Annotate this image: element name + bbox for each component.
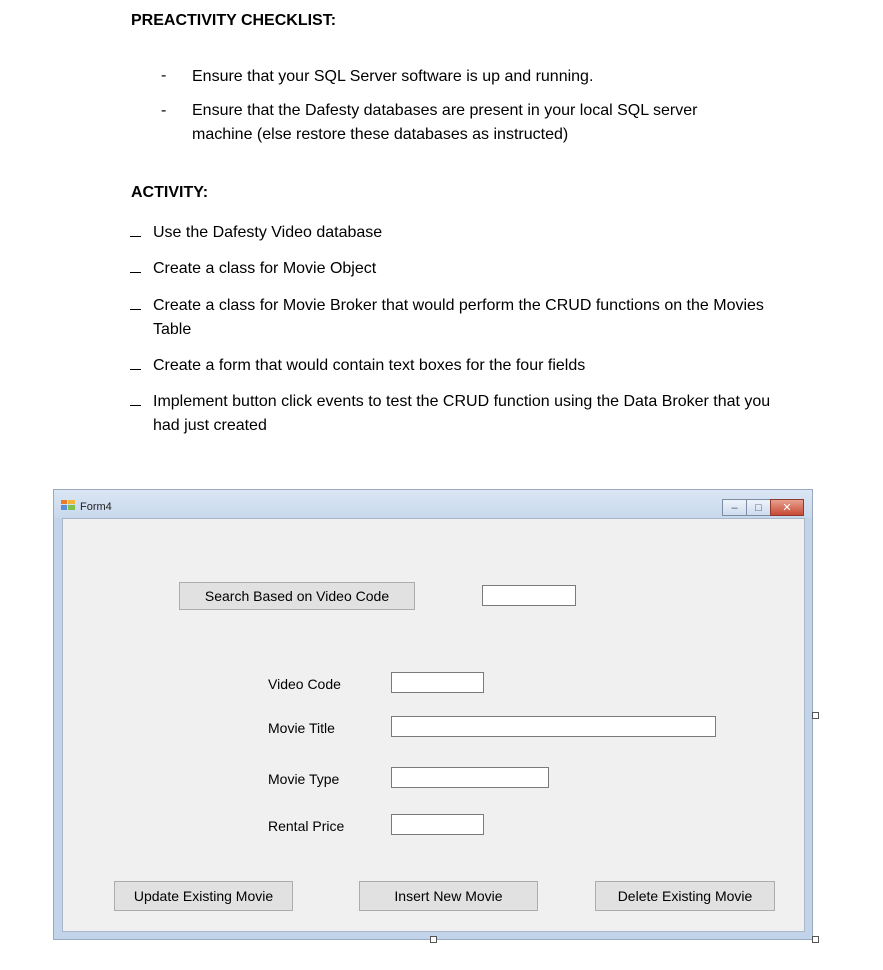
checklist-line: machine (else restore these databases as instructed) bbox=[192, 126, 569, 143]
checklist-line: Ensure that your SQL Server software is up and running. bbox=[192, 68, 594, 85]
window-title: Form4 bbox=[80, 501, 112, 513]
activity-heading: ACTIVITY: bbox=[131, 184, 209, 201]
activity-line: Create a class for Movie Object bbox=[153, 260, 377, 277]
activity-line: Table bbox=[153, 321, 192, 338]
close-button[interactable]: ✕ bbox=[770, 499, 804, 516]
activity-line: Use the Dafesty Video database bbox=[153, 224, 383, 241]
movie-type-label: Movie Type bbox=[268, 771, 340, 787]
bullet-dash bbox=[130, 272, 141, 273]
form-client-area bbox=[62, 518, 805, 932]
activity-item bbox=[153, 390, 770, 438]
bullet-dash: - bbox=[161, 67, 167, 84]
insert-button[interactable]: Insert New Movie bbox=[359, 881, 538, 911]
activity-line: Create a class for Movie Broker that would perform the CRUD functions on the Movies bbox=[153, 297, 764, 314]
bullet-dash: - bbox=[161, 102, 167, 119]
video-code-input[interactable] bbox=[391, 672, 484, 693]
resize-handle-right[interactable] bbox=[812, 712, 819, 719]
search-button[interactable]: Search Based on Video Code bbox=[179, 582, 415, 610]
maximize-button[interactable]: □ bbox=[746, 499, 771, 516]
rental-price-input[interactable] bbox=[391, 814, 484, 835]
movie-title-input[interactable] bbox=[391, 716, 716, 737]
minimize-button[interactable]: – bbox=[722, 499, 747, 516]
form-icon bbox=[61, 500, 75, 510]
checklist-item bbox=[192, 99, 697, 147]
window-titlebar[interactable] bbox=[54, 490, 812, 518]
movie-type-input[interactable] bbox=[391, 767, 549, 788]
activity-item bbox=[153, 354, 585, 378]
bullet-dash bbox=[130, 309, 141, 310]
update-button[interactable]: Update Existing Movie bbox=[114, 881, 293, 911]
activity-line: Implement button click events to test the CRUD function using the Data Broker that you bbox=[153, 393, 771, 410]
preactivity-heading: PREACTIVITY CHECKLIST: bbox=[131, 12, 337, 29]
bullet-dash bbox=[130, 236, 141, 237]
bullet-dash bbox=[130, 369, 141, 370]
activity-line: had just created bbox=[153, 417, 267, 434]
form-window bbox=[53, 489, 813, 940]
rental-price-label: Rental Price bbox=[268, 818, 345, 834]
search-input[interactable] bbox=[482, 585, 576, 606]
window-controls bbox=[723, 499, 804, 518]
checklist-item bbox=[192, 65, 593, 89]
checklist-line: Ensure that the Dafesty databases are present in your local SQL server bbox=[192, 102, 698, 119]
video-code-label: Video Code bbox=[268, 676, 341, 692]
resize-handle-corner[interactable] bbox=[812, 936, 819, 943]
bullet-dash bbox=[130, 405, 141, 406]
delete-button[interactable]: Delete Existing Movie bbox=[595, 881, 775, 911]
resize-handle-bottom[interactable] bbox=[430, 936, 437, 943]
movie-title-label: Movie Title bbox=[268, 720, 335, 736]
activity-item bbox=[153, 221, 382, 245]
activity-item bbox=[153, 257, 376, 281]
activity-item bbox=[153, 294, 764, 342]
activity-line: Create a form that would contain text boxes for the four fields bbox=[153, 357, 586, 374]
